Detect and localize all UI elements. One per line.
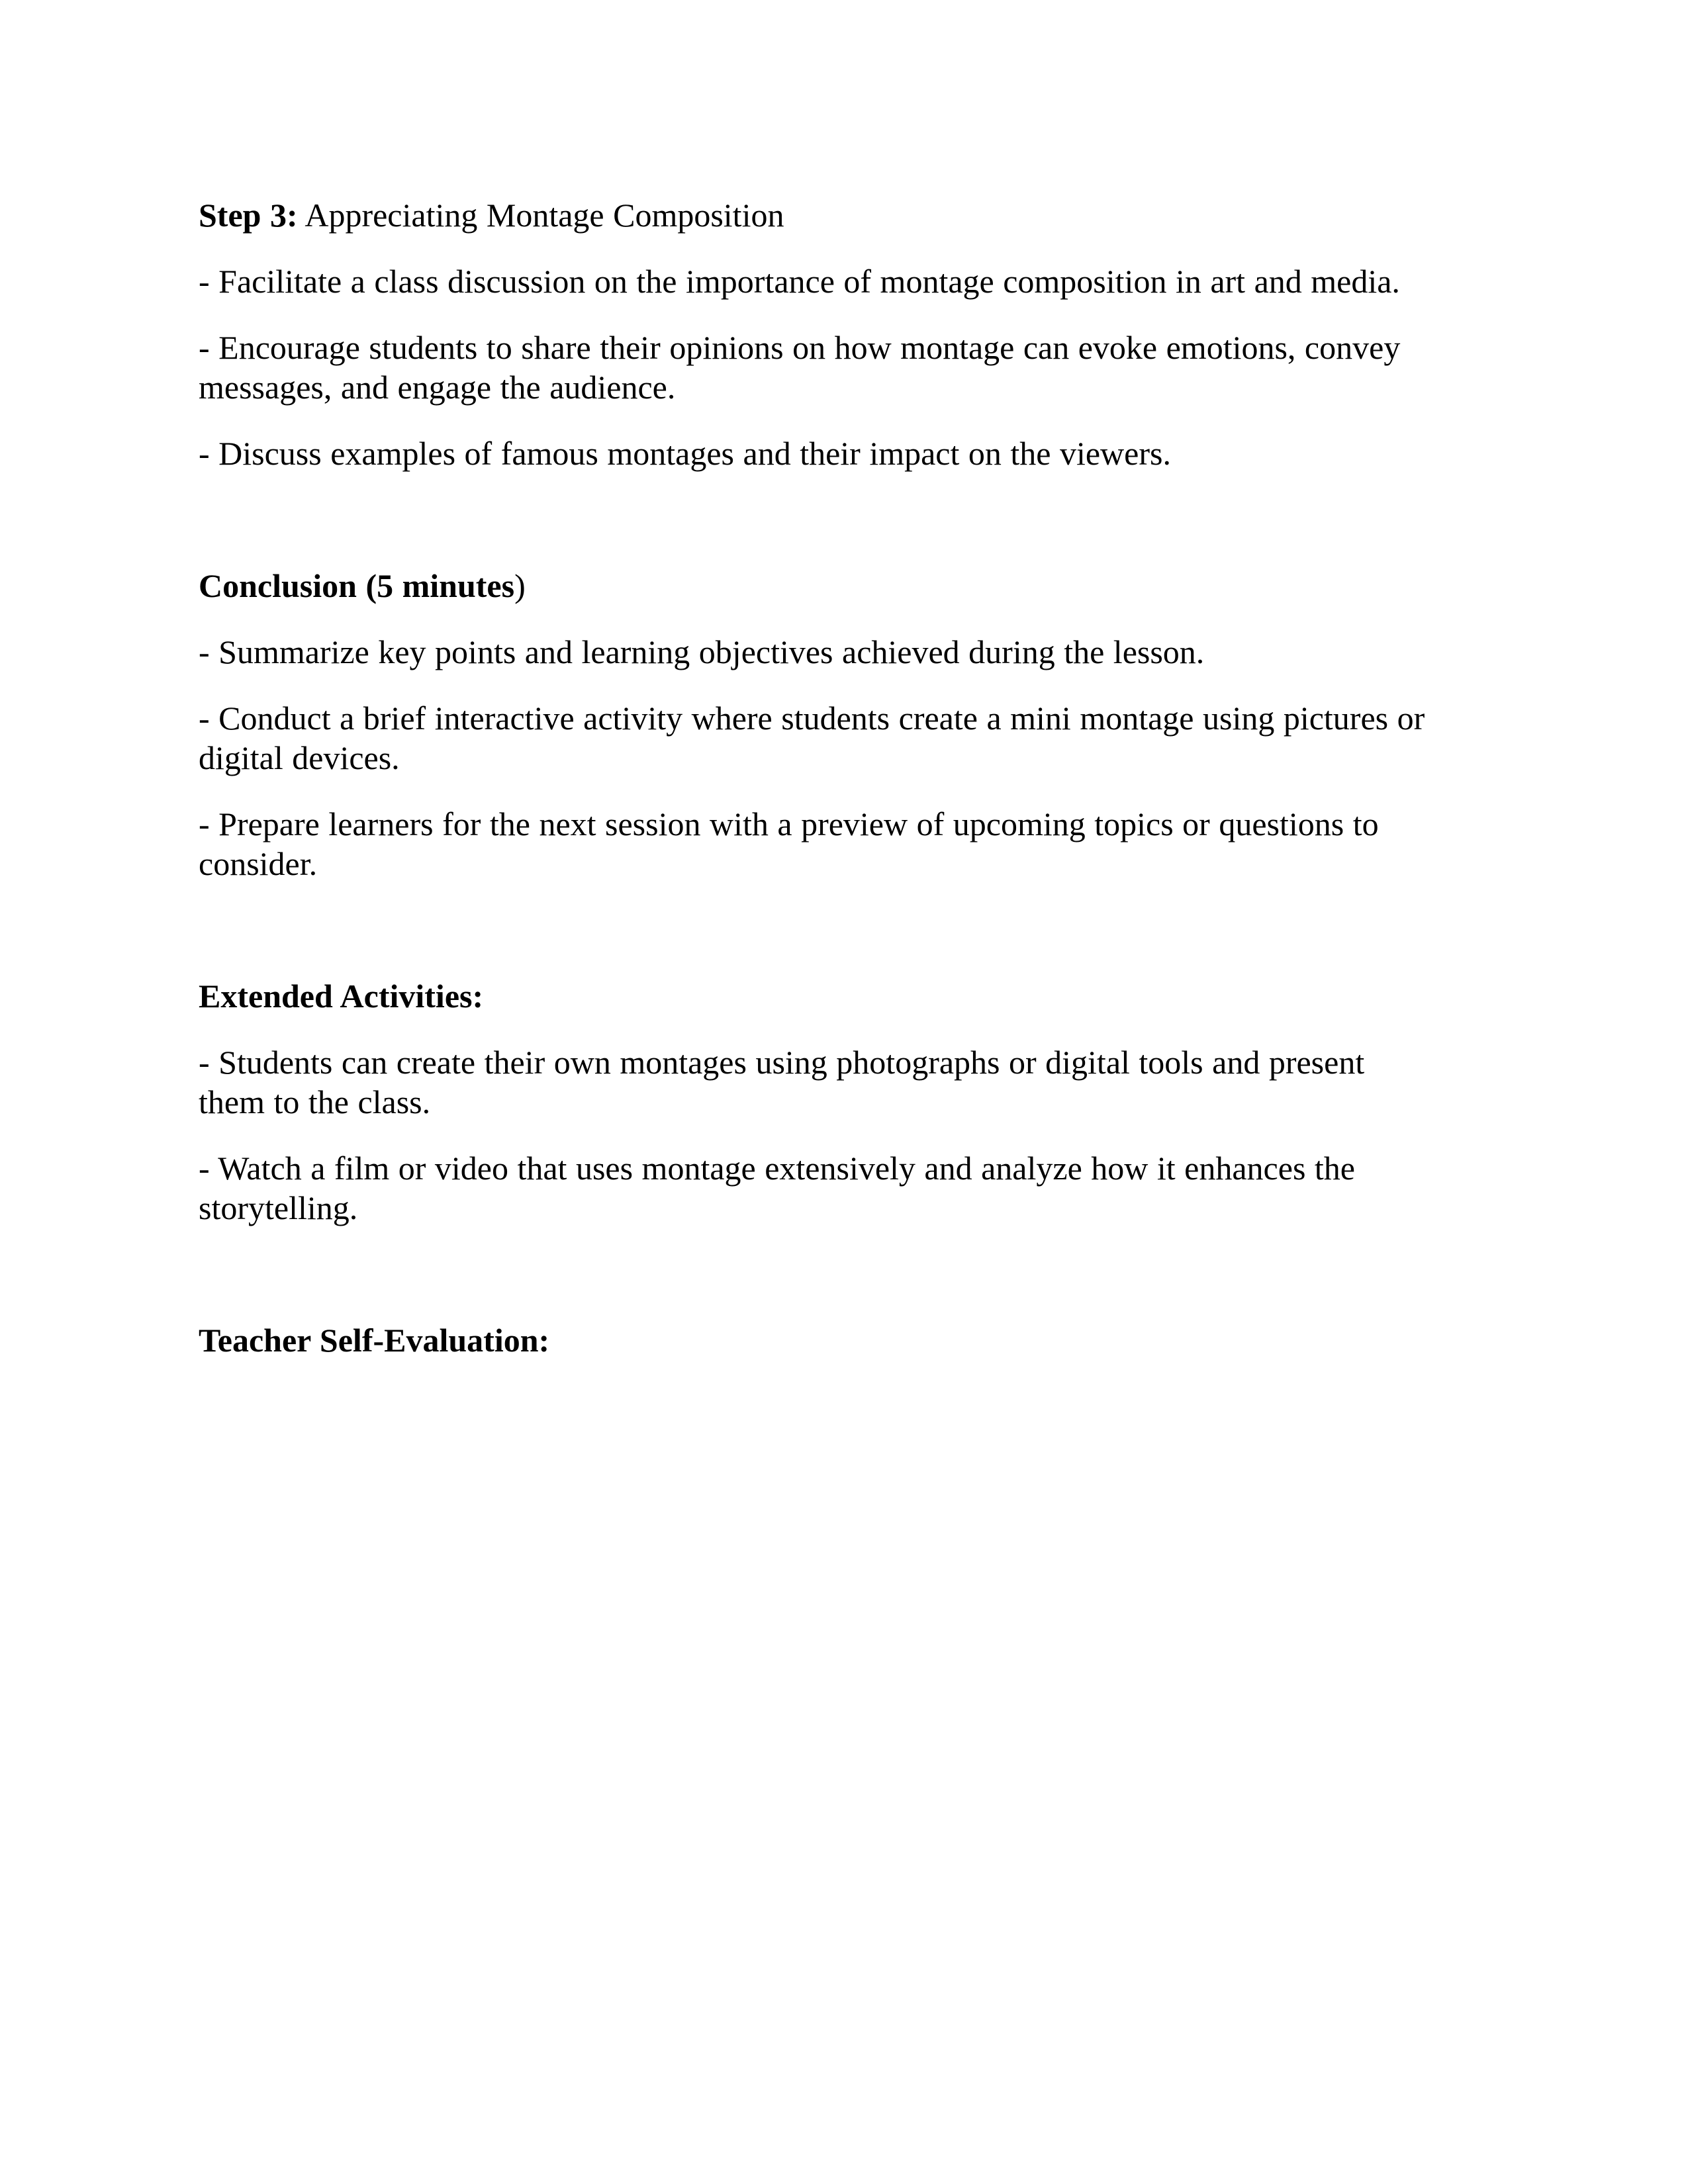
blank-line bbox=[199, 500, 1430, 539]
text-run: - Students can create their own montages using photographs or digital tools and present them to the class. bbox=[199, 1044, 1365, 1120]
text-run: - Summarize key points and learning objectives achieved during the lesson. bbox=[199, 633, 1205, 670]
section-heading bbox=[199, 976, 1430, 1016]
bold-text-run: Extended Activities: bbox=[199, 978, 484, 1015]
paragraph bbox=[199, 433, 1430, 473]
text-run: - Encourage students to share their opinions on how montage can evoke emotions, convey messages, and engage the audience. bbox=[199, 329, 1401, 406]
text-run: ) bbox=[514, 567, 526, 604]
section-heading bbox=[199, 1320, 1430, 1360]
section-heading bbox=[199, 566, 1430, 606]
paragraph bbox=[199, 328, 1430, 407]
paragraph bbox=[199, 698, 1430, 778]
text-run: Appreciating Montage Composition bbox=[297, 197, 784, 234]
paragraph bbox=[199, 261, 1430, 301]
document-content bbox=[199, 195, 1430, 1360]
blank-line bbox=[199, 910, 1430, 950]
paragraph bbox=[199, 804, 1430, 884]
text-run: - Discuss examples of famous montages and their impact on the viewers. bbox=[199, 435, 1171, 472]
paragraph bbox=[199, 632, 1430, 672]
text-run: - Facilitate a class discussion on the importance of montage composition in art and media. bbox=[199, 263, 1400, 300]
bold-text-run: Teacher Self-Evaluation: bbox=[199, 1322, 550, 1359]
text-run: - Conduct a brief interactive activity where students create a mini montage using pictures or digital devices. bbox=[199, 700, 1425, 776]
paragraph bbox=[199, 195, 1430, 235]
text-run: - Prepare learners for the next session with a preview of upcoming topics or questions to consider. bbox=[199, 805, 1379, 882]
paragraph bbox=[199, 1148, 1430, 1228]
blank-line bbox=[199, 1254, 1430, 1294]
bold-text-run: Conclusion (5 minutes bbox=[199, 567, 515, 604]
text-run: - Watch a film or video that uses montage extensively and analyze how it enhances the storytelling. bbox=[199, 1150, 1355, 1226]
paragraph bbox=[199, 1042, 1430, 1122]
bold-text-run: Step 3: bbox=[199, 197, 298, 234]
